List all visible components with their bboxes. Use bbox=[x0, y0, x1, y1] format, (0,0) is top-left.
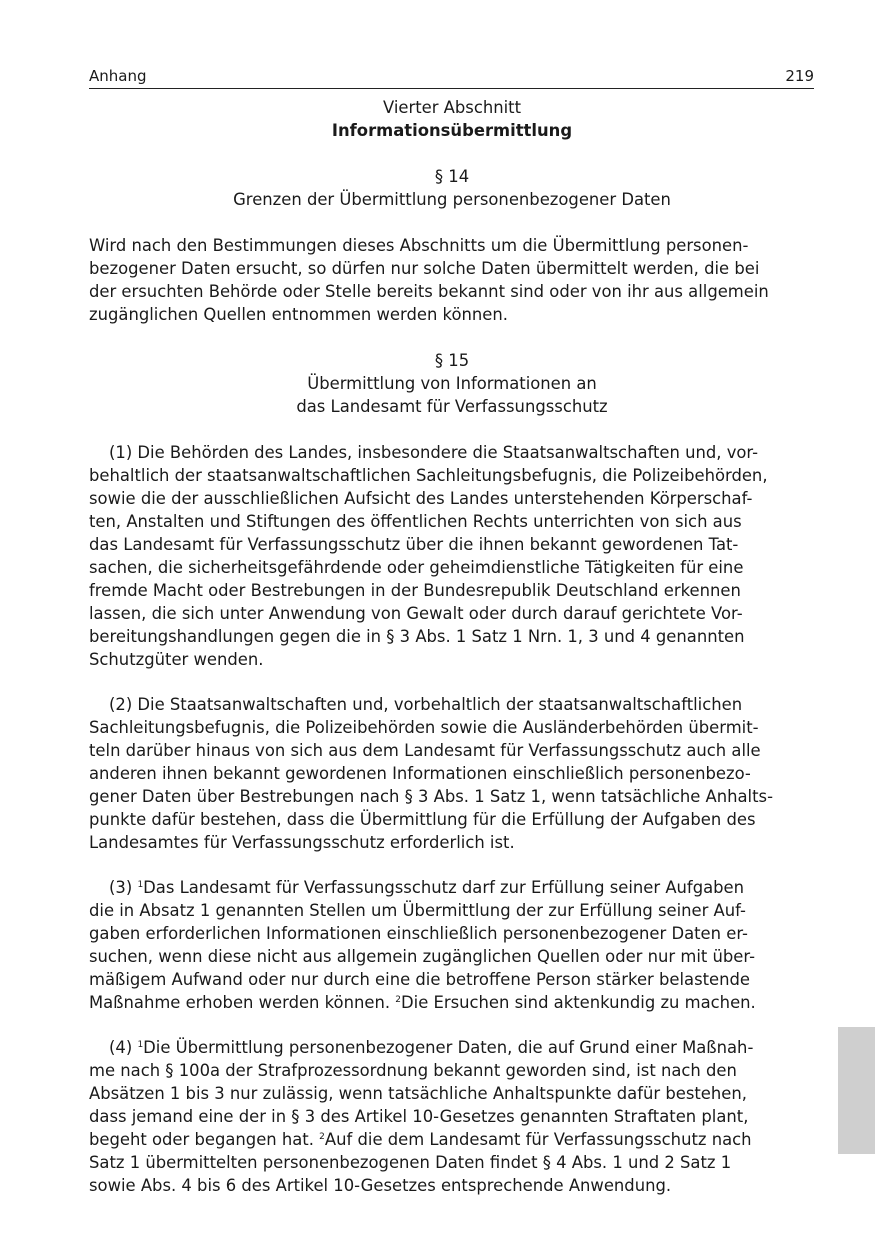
section-15-title-line1: Übermittlung von Informationen an bbox=[307, 374, 597, 393]
text-fragment: Das Landesamt für Verfassungsschutz darf zur Erfüllung seiner Aufgaben bbox=[143, 878, 745, 897]
text-line: sowie Abs. 4 bis 6 des Artikel 10-Gesetzes entsprechende Anwendung. bbox=[89, 1176, 672, 1195]
chapter-title: Informationsübermittlung bbox=[331, 121, 573, 140]
text-line: Sachleitungsbefugnis, die Polizeibehörden sowie die Ausländerbehörden übermit- bbox=[89, 718, 759, 737]
text-fragment: Maßnahme erhoben werden können. bbox=[89, 993, 391, 1012]
text-line: die in Absatz 1 genannten Stellen um Übermittlung der zur Erfüllung seiner Auf- bbox=[89, 901, 746, 920]
text-line: behaltlich der staatsanwaltschaftlichen Sachleitungsbefugnis, die Polizeibehörden, bbox=[89, 466, 768, 485]
text-line: Wird nach den Bestimmungen dieses Abschnitts um die Übermittlung personen- bbox=[89, 236, 749, 255]
text-line: (2) Die Staatsanwaltschaften und, vorbehaltlich der staatsanwaltschaftlichen bbox=[109, 695, 743, 714]
text-line: dass jemand eine der in § 3 des Artikel 10-Gesetzes genannten Straftaten plant, bbox=[89, 1107, 749, 1126]
text-line: lassen, die sich unter Anwendung von Gewalt oder durch darauf gerichtete Vor- bbox=[89, 604, 743, 623]
section-15-paragraph-2 bbox=[89, 693, 815, 854]
header-section: Anhang bbox=[89, 67, 147, 85]
text-line: Satz 1 übermittelten personenbezogenen Daten findet § 4 Abs. 1 und 2 Satz 1 bbox=[89, 1153, 732, 1172]
chapter-label: Vierter Abschnitt bbox=[382, 98, 522, 117]
paragraph-number: (4) bbox=[109, 1038, 133, 1057]
text-line: gener Daten über Bestrebungen nach § 3 Abs. 1 Satz 1, wenn tatsächliche Anhalts- bbox=[89, 787, 773, 806]
section-14-title: Grenzen der Übermittlung personenbezogener Daten bbox=[233, 190, 671, 209]
text-line: (1) Die Behörden des Landes, insbesondere die Staatsanwaltschaften und, vor- bbox=[109, 443, 759, 462]
text-line: Schutzgüter wenden. bbox=[89, 650, 264, 669]
text-line: sachen, die sicherheitsgefährdende oder geheimdienstliche Tätigkeiten für eine bbox=[89, 558, 744, 577]
text-line: mäßigem Aufwand oder nur durch eine die betroffene Person stärker belastende bbox=[89, 970, 751, 989]
text-line bbox=[89, 1128, 815, 1151]
paragraph-number: (3) bbox=[109, 878, 133, 897]
text-line: anderen ihnen bekannt gewordenen Informationen einschließlich personenbezo- bbox=[89, 764, 751, 783]
section-14-paragraph bbox=[89, 234, 815, 326]
section-15-number: § 15 bbox=[434, 351, 470, 370]
sentence-number: 1 bbox=[137, 1040, 144, 1050]
sentence-number: 2 bbox=[319, 1132, 325, 1142]
text-line: Absätzen 1 bis 3 nur zulässig, wenn tatsächliche Anhaltspunkte dafür bestehen, bbox=[89, 1084, 747, 1103]
text-fragment: Auf die dem Landesamt für Verfassungsschutz nach bbox=[324, 1130, 752, 1149]
text-line: der ersuchten Behörde oder Stelle bereits bekannt sind oder von ihr aus allgemein bbox=[89, 282, 769, 301]
sentence-number: 1 bbox=[137, 880, 144, 890]
section-15-paragraph-1 bbox=[89, 441, 815, 671]
section-15-title-line2: das Landesamt für Verfassungsschutz bbox=[296, 397, 608, 416]
chapter-thumb-tab bbox=[838, 1027, 875, 1154]
section-15-paragraph-3 bbox=[89, 876, 815, 1014]
text-line: gaben erforderlichen Informationen einschließlich personenbezogener Daten er- bbox=[89, 924, 748, 943]
text-line: punkte dafür bestehen, dass die Übermittlung für die Erfüllung der Aufgaben des bbox=[89, 810, 756, 829]
section-15-paragraph-4 bbox=[89, 1036, 815, 1197]
text-line bbox=[89, 1036, 815, 1059]
text-line: Landesamtes für Verfassungsschutz erforderlich ist. bbox=[89, 833, 515, 852]
text-line: ten, Anstalten und Stiftungen des öffentlichen Rechts unterrichten von sich aus bbox=[89, 512, 742, 531]
running-header bbox=[89, 66, 814, 89]
sentence-number: 2 bbox=[395, 995, 402, 1005]
text-line: bezogener Daten ersucht, so dürfen nur solche Daten übermittelt werden, die bei bbox=[89, 259, 760, 278]
text-line: me nach § 100a der Strafprozessordnung bekannt geworden sind, ist nach den bbox=[89, 1061, 737, 1080]
text-fragment: Die Übermittlung personenbezogener Daten, die auf Grund einer Maßnah- bbox=[143, 1038, 754, 1057]
page-number: 219 bbox=[785, 67, 814, 85]
text-line: das Landesamt für Verfassungsschutz über die ihnen bekannt gewordenen Tat- bbox=[89, 535, 739, 554]
text-fragment: begeht oder begangen hat. bbox=[89, 1130, 314, 1149]
text-line bbox=[89, 991, 815, 1014]
text-line: suchen, wenn diese nicht aus allgemein zugänglichen Quellen oder nur mit über- bbox=[89, 947, 755, 966]
text-line: fremde Macht oder Bestrebungen in der Bundesrepublik Deutschland erkennen bbox=[89, 581, 741, 600]
text-line: sowie die der ausschließlichen Aufsicht des Landes unterstehenden Körperschaf- bbox=[89, 489, 753, 508]
page-body bbox=[89, 96, 815, 1197]
text-line: bereitungshandlungen gegen die in § 3 Abs. 1 Satz 1 Nrn. 1, 3 und 4 genannten bbox=[89, 627, 745, 646]
text-line: teln darüber hinaus von sich aus dem Landesamt für Verfassungsschutz auch alle bbox=[89, 741, 761, 760]
section-14-number: § 14 bbox=[434, 167, 470, 186]
text-line: zugänglichen Quellen entnommen werden können. bbox=[89, 305, 508, 324]
text-fragment: Die Ersuchen sind aktenkundig zu machen. bbox=[401, 993, 756, 1012]
text-line bbox=[89, 876, 815, 899]
